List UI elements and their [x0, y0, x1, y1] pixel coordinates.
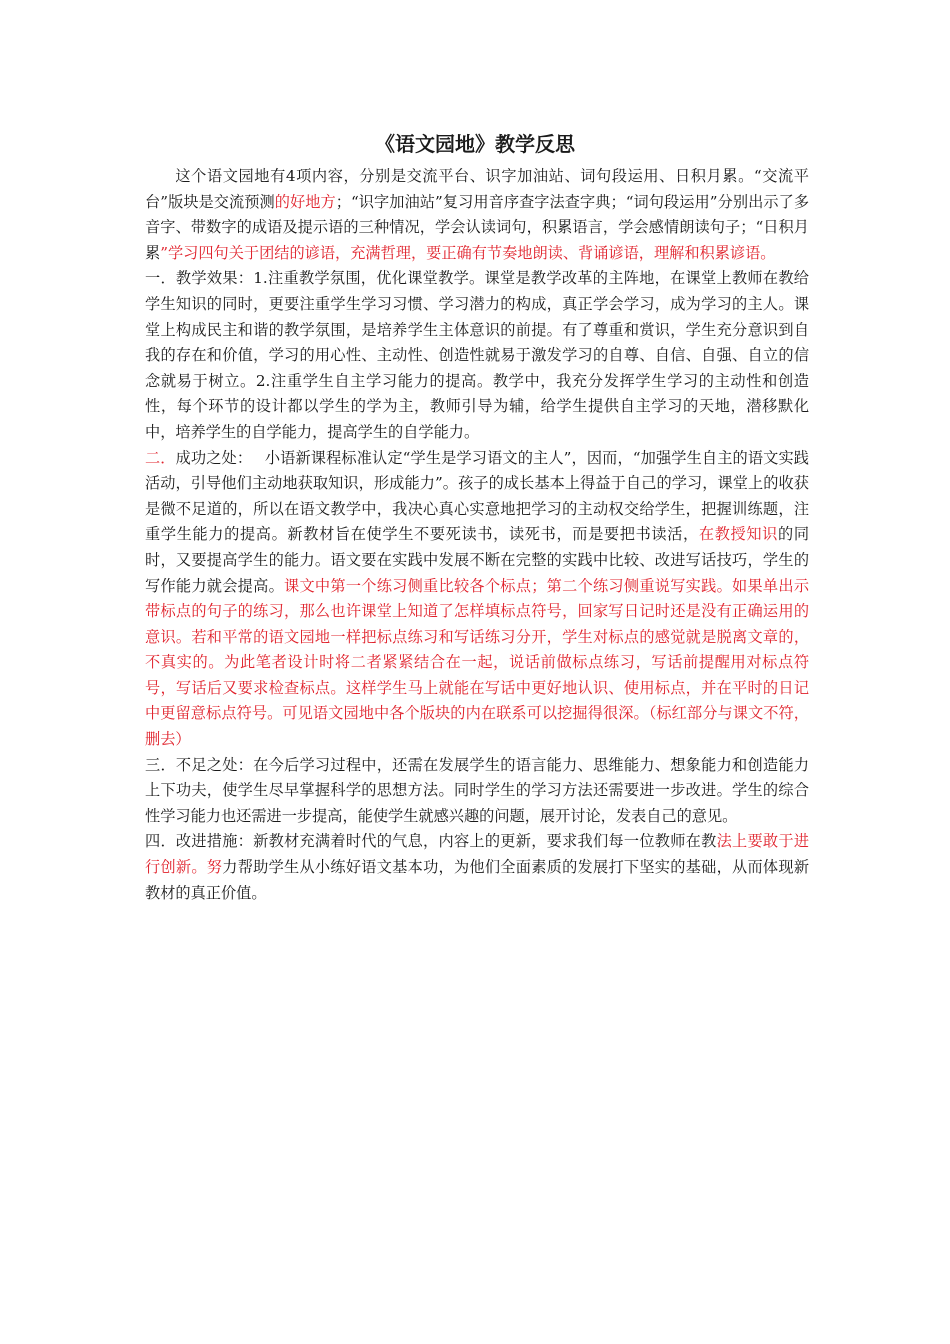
- highlighted-text-segment: 在教授知识: [698, 525, 778, 544]
- highlighted-text-segment: 课文中第一个练习侧重比较各个标点；第二个练习侧重说写实践。如果单出示带标点的句子的练习，那么也许课堂上知道了怎样填标点符号，回家写日记时还是没有正确运用的意识。若和平常的语文园地一样把标点练习和写话练习分开，学生对标点的感觉就是脱离文章的，不真实的。为此笔者设计时将二者紧紧结合在一起，说话前做标点练习，写话前提醒用对标点符号，写话后又要求检查标点。这样学生马上就能在写话中更好地认识、使用标点，并在平时的日记中更留意标点符号。可见语文园地中各个版块的内在联系可以挖掘得很深。（标红部分与课文不符，删去）: [145, 576, 810, 749]
- text-segment: 成功之处： 小语新课程标准认定“学生是学习语文的主人”，因而，“加强学生自主的语文实践活动，引导他们主动地获取知识，形成能力”。孩子的成长基本上得益于自己的学习，课堂上的收获是微不足道的，所以在语文教学中，我决心真心实意地把学习的主动权交给学生，把握训练题，注重学生能力的提高。新教材旨在使学生不要死读书，读死书，而是要把书读活，: [145, 448, 809, 544]
- paragraph-successes: [145, 446, 809, 753]
- highlighted-text-segment: 法上要敢于进行创新。努: [145, 832, 810, 877]
- text-segment: 的同时，又要提高学生的能力。语文要在实践中发展不断在完整的实践中比较、改进写话技巧，学生的写作能力就会提高。: [145, 525, 810, 595]
- text-segment: ；“识字加油站”复习用音序查字法查字典；“词句段运用”分别出示了多音字、带数字的成语及提示语的三种情况，学会认读词句，积累语言，学会感情朗读句子；“日积月累: [145, 192, 810, 262]
- text-segment: 一．教学效果：1.注重教学氛围，优化课堂教学。课堂是教学改革的主阵地，在课堂上教师在教给学生知识的同时，更要注重学生学习习惯、学习潜力的构成，真正学会学习，成为学习的主人。课堂上构成民主和谐的教学氛围，是培养学生主体意识的前提。有了尊重和赏识，学生充分意识到自我的存在和价值，学习的用心性、主动性、创造性就易于激发学习的自尊、自信、自强、自立的信念就易于树立。2.注重学生自主学习能力的提高。教学中，我充分发挥学生学习的主动性和创造性，每个环节的设计都以学生的学为主，教师引导为辅，给学生提供自主学习的天地，潜移默化中，培养学生的自学能力，提高学生的自学能力。: [145, 269, 809, 441]
- paragraph-improvements: [145, 829, 809, 906]
- highlighted-text-segment: 二．: [145, 448, 176, 467]
- highlighted-text-segment: ”学习四句关于团结的谚语，充满哲理，要正确有节奏地朗读、背诵谚语，理解和积累谚语。: [160, 243, 776, 262]
- text-segment: 三．不足之处：在今后学习过程中，还需在发展学生的语言能力、思维能力、想象能力和创造能力上下功夫，使学生尽早掌握科学的思想方法。同时学生的学习方法还需要进一步改进。学生的综合性学习能力也还需进一步提高，能使学生就感兴趣的问题，展开讨论，发表自己的意见。: [145, 755, 809, 825]
- highlighted-text-segment: 的好地方: [274, 192, 336, 211]
- paragraph-shortcomings: [145, 753, 809, 830]
- document-title: 《语文园地》教学反思: [375, 132, 575, 156]
- text-segment: 这个语文园地有4项内容，分别是交流平台、识字加油站、词句段运用、日积月累。“交流平台”版块是交流预测: [145, 167, 809, 211]
- text-segment: 四．改进措施：新教材充满着时代的气息，内容上的更新，要求我们每一位教师在教: [145, 832, 717, 851]
- paragraph-teaching-effect: [145, 266, 809, 445]
- text-segment: 力帮助学生从小练好语文基本功，为他们全面素质的发展打下坚实的基础，从而体现新教材的真正价值。: [145, 858, 810, 902]
- document-body: [145, 164, 809, 906]
- paragraph-intro: [145, 164, 809, 266]
